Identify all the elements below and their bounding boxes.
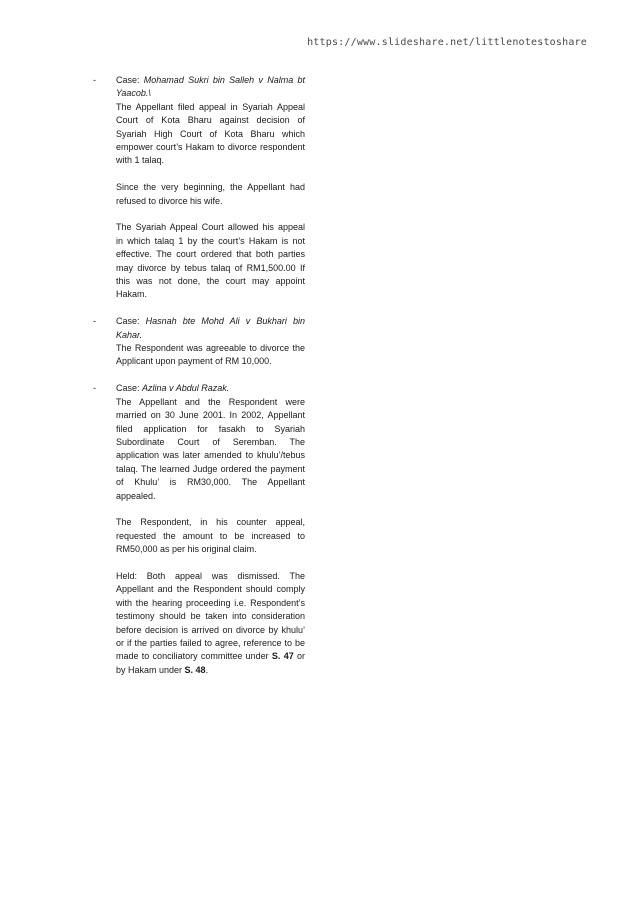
case-heading	[116, 382, 305, 395]
case-item	[93, 382, 305, 677]
case-prefix: Case:	[116, 316, 146, 327]
case-prefix: Case:	[116, 75, 144, 85]
case-paragraph: The Respondent was agreeable to divorce the Applicant upon payment of RM 10,000.	[116, 343, 305, 367]
case-title: Hasnah bte Mohd Ali v Bukhari bin Kahar.	[116, 316, 305, 340]
held-text: Held: Both appeal was dismissed. The Appellant and the Respondent should comply with the hearing proceeding i.e. Respondent’s testimony should be taken into consideration before decision is arrived on divorce by khulu’ or if the parties failed to agree, reference to be made to conciliatory committee under	[116, 570, 305, 662]
bullet-dash: -	[93, 316, 96, 327]
case-item	[93, 74, 305, 302]
case-paragraph: Since the very beginning, the Appellant had refused to divorce his wife.	[116, 182, 305, 206]
notes-content	[93, 74, 305, 677]
source-url: https://www.slideshare.net/littlenotestoshare	[307, 37, 587, 48]
held-text: .	[205, 664, 209, 675]
bullet-dash: -	[93, 75, 96, 85]
case-paragraph: The Appellant and the Respondent were married on 30 June 2001. In 2002, Appellant filed application for fasakh to Syariah Subordinate Court of Seremban. The application was later amended to khulu’/tebus talaq. The learned Judge ordered the payment of Khulu’ is RM30,000. The Appellant appealed.	[116, 396, 305, 501]
case-title: Azlina v Abdul Razak.	[142, 383, 230, 394]
case-paragraph: The Appellant filed appeal in Syariah Appeal Court of Kota Bharu against decision of Syariah High Court of Kota Bharu which empower court’s Hakam to divorce respondent with 1 talaq.	[116, 101, 305, 166]
case-heading	[116, 315, 305, 342]
section-ref: S. 47	[271, 651, 294, 662]
case-prefix: Case:	[116, 383, 143, 394]
bullet-dash: -	[93, 383, 96, 394]
case-paragraph: The Syariah Appeal Court allowed his appeal in which talaq 1 by the court’s Hakam is not effective. The court ordered that both parties may divorce by tebus talaq of RM1,500.00 If this was not done, the court may appoint Hakam.	[116, 222, 305, 300]
case-item	[93, 315, 305, 369]
case-heading	[116, 74, 305, 101]
held-text: or by Hakam under	[116, 651, 305, 675]
section-ref: S. 48	[184, 664, 206, 675]
case-title: Mohamad Sukri bin Salleh v Nalma bt Yaacob.\	[116, 75, 306, 99]
case-paragraph: The Respondent, in his counter appeal, requested the amount to be increased to RM50,000 as per his original claim.	[116, 517, 305, 555]
held-paragraph	[116, 570, 305, 677]
